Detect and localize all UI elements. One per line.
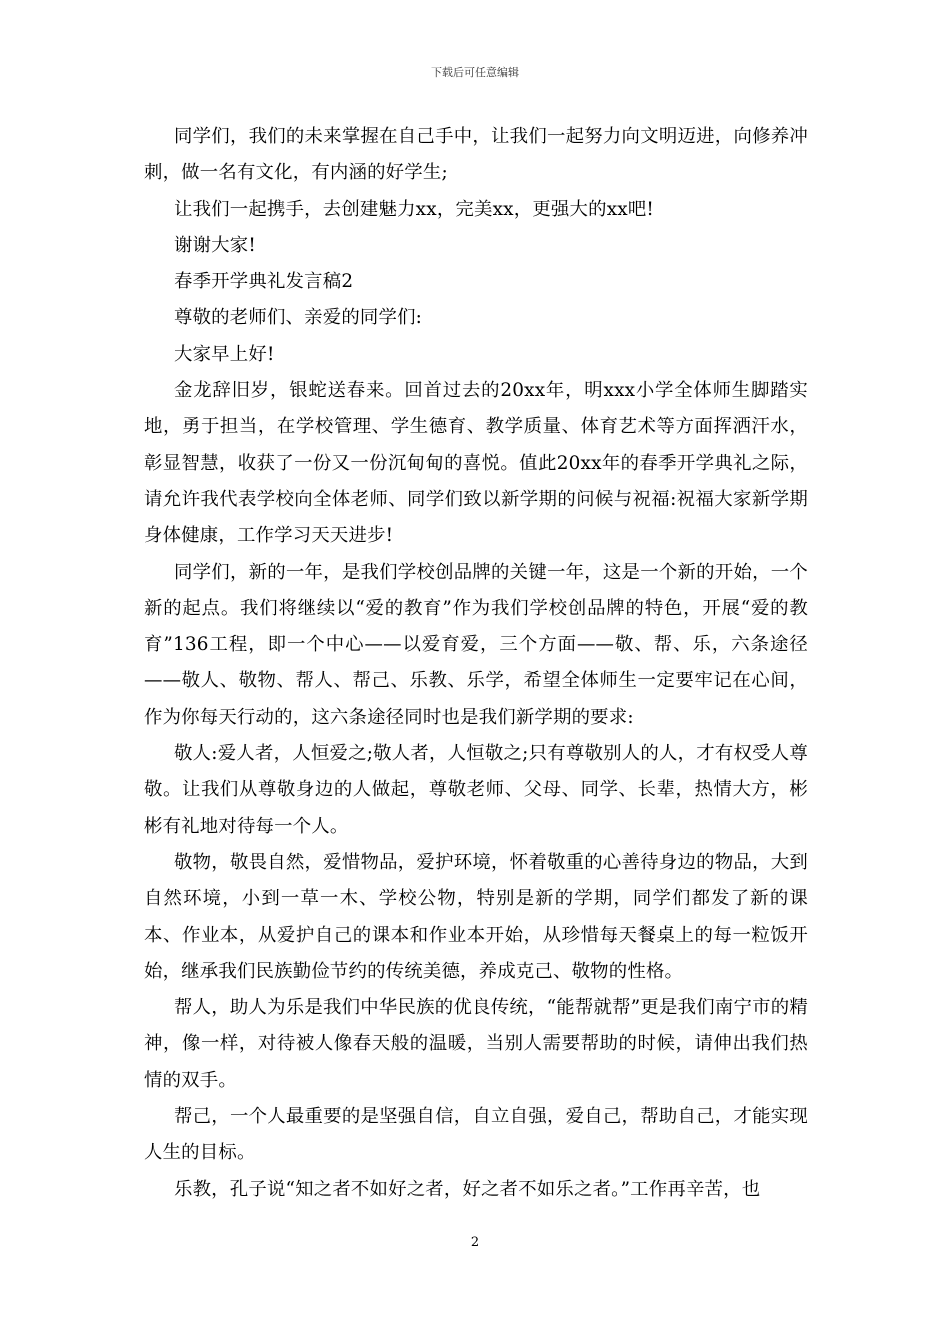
page-header: 下载后可任意编辑 [431,66,519,79]
paragraph: 乐教，孔子说“知之者不如好之者，好之者不如乐之者。”工作再辛苦，也 [174,1178,761,1200]
page-number: 2 [470,1235,480,1250]
paragraph: 敬人:爱人者，人恒爱之;敬人者，人恒敬之;只有尊敬别人的人，才有权受人尊敬。让我们从尊敬身边的人做起，尊敬老师、父母、同学、长辈，热情大方，彬彬有礼地对待每一个人。 [144,743,808,837]
paragraph: 帮己，一个人最重要的是坚强自信，自立自强，爱自己，帮助自己，才能实现人生的目标。 [144,1106,808,1164]
section-title: 春季开学典礼发言稿2 [174,271,354,293]
greeting: 大家早上好! [174,343,275,365]
paragraph: 金龙辞旧岁，银蛇送春来。回首过去的20xx年，明xxx小学全体师生脚踏实地，勇于担当，在学校管理、学生德育、教学质量、体育艺术等方面挥洒汗水，彰显智慧，收获了一份又一份沉甸甸的喜悦。值此20xx年的春季开学典礼之际，请允许我代表学校向全体老师、同学们致以新学期的问候与祝福:祝福大家新学期身体健康，工作学习天天进步! [144,380,808,547]
paragraph: 让我们一起携手，去创建魅力xx，完美xx，更强大的xx吧! [174,198,655,220]
paragraph: 谢谢大家! [174,234,256,256]
paragraph: 同学们，新的一年，是我们学校创品牌的关键一年，这是一个新的开始，一个新的起点。我们将继续以“爱的教育”作为我们学校创品牌的特色，开展“爱的教育”136工程，即一个中心——以爱育爱，三个方面——敬、帮、乐，六条途径——敬人、敬物、帮人、帮己、乐教、乐学，希望全体师生一定要牢记在心间，作为你每天行动的，这六条途径同时也是我们新学期的要求: [144,561,808,728]
paragraph: 帮人，助人为乐是我们中华民族的优良传统，“能帮就帮”更是我们南宁市的精神，像一样，对待被人像春天般的温暖，当别人需要帮助的时候，请伸出我们热情的双手。 [144,997,808,1091]
paragraph: 同学们，我们的未来掌握在自己手中，让我们一起努力向文明迈进，向修养冲刺，做一名有文化，有内涵的好学生; [144,126,808,184]
paragraph: 敬物，敬畏自然，爱惜物品，爱护环境，怀着敬重的心善待身边的物品，大到自然环境，小到一草一木、学校公物，特别是新的学期，同学们都发了新的课本、作业本，从爱护自己的课本和作业本开始，从珍惜每天餐桌上的每一粒饭开始，继承我们民族勤俭节约的传统美德，养成克己、敬物的性格。 [144,851,808,982]
document-body [144,119,808,1208]
salutation: 尊敬的老师们、亲爱的同学们: [174,307,423,329]
